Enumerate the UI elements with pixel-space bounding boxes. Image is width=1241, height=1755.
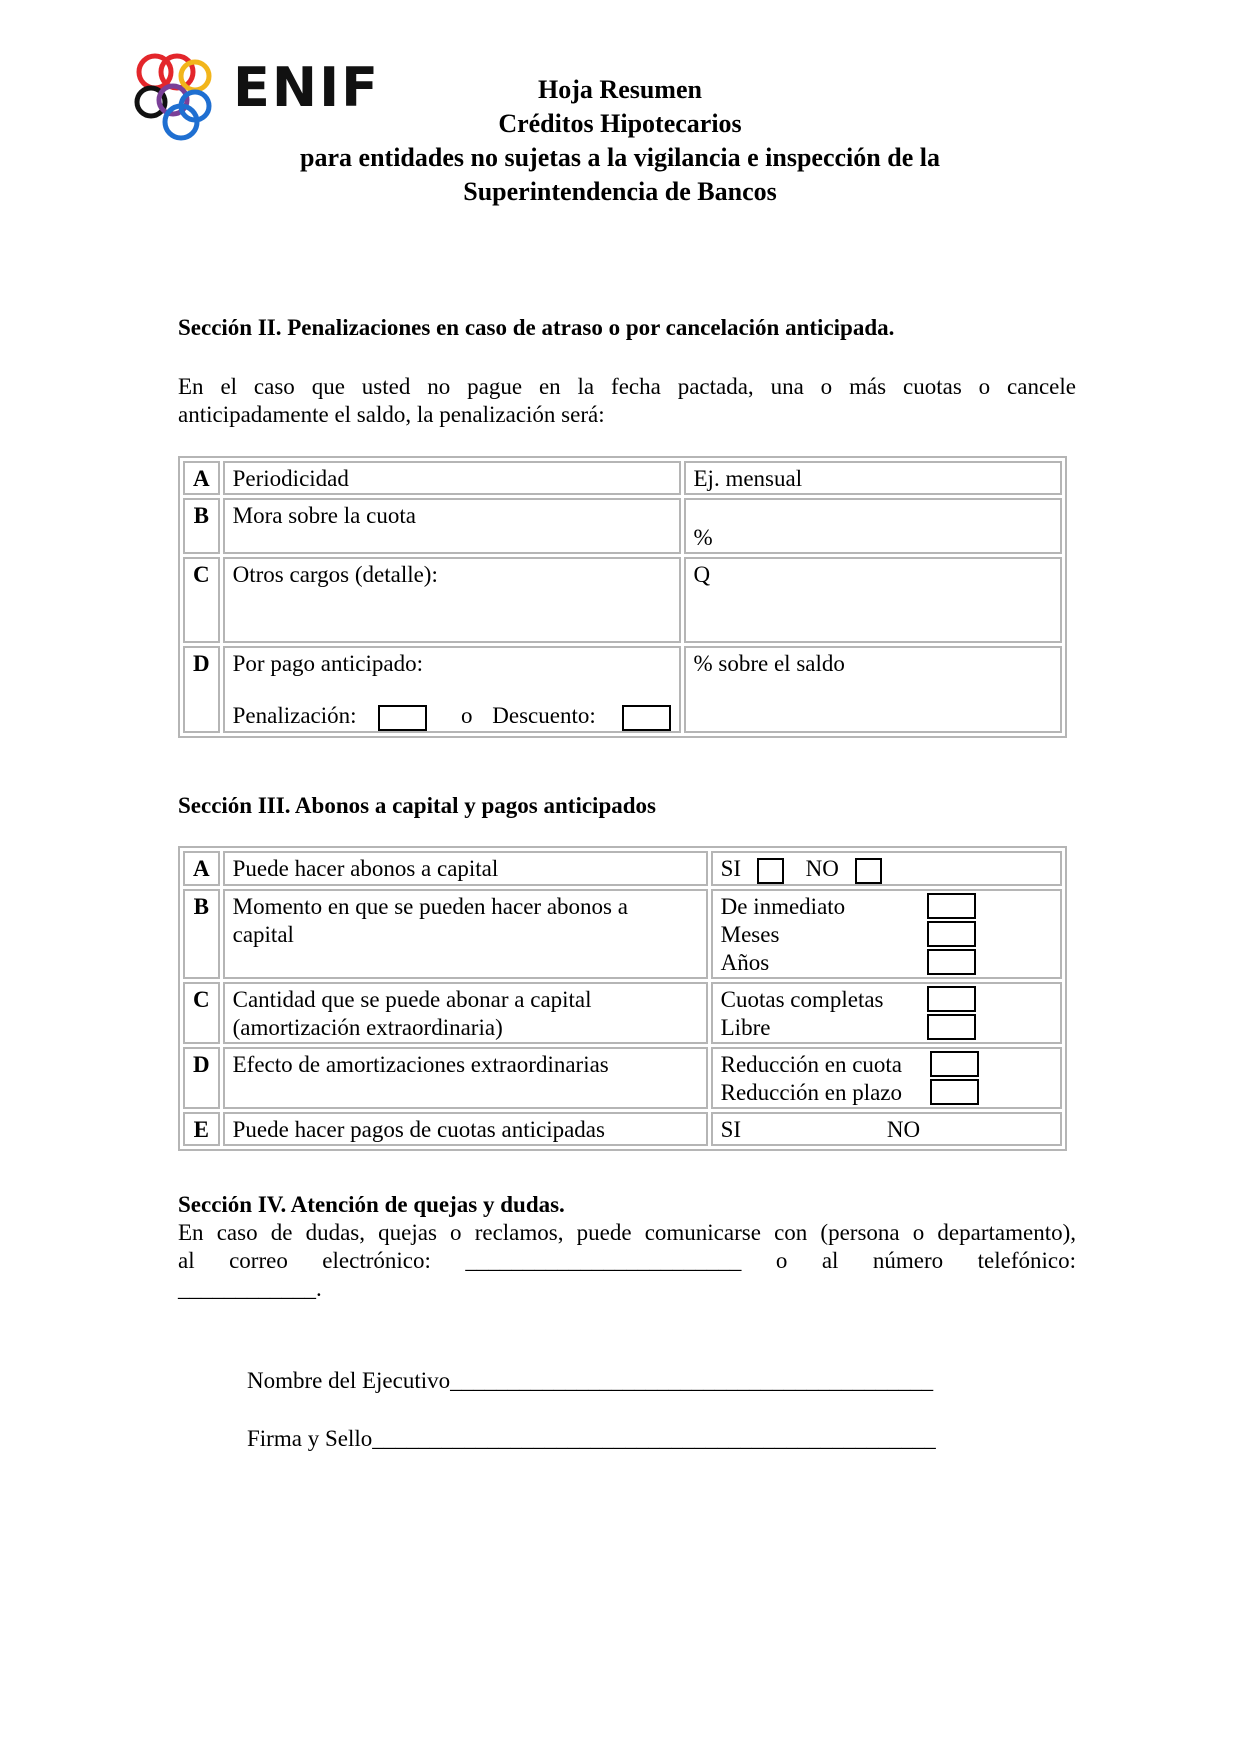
table-row [183,1047,1062,1109]
option-label: De inmediato [720,893,846,919]
table-row [183,851,1062,886]
no-label: NO [805,856,839,881]
row-label: Por pago anticipado: [232,651,423,676]
option-label: Años [720,949,770,975]
row-label-line-2: capital [232,921,294,947]
row-value[interactable]: Q [684,557,1063,643]
option-label: Libre [720,1014,771,1040]
section-4-line-1: En caso de dudas, quejas o reclamos, puede comunicarse con (persona o departamento), [178,1220,1076,1245]
option-label: Reducción en cuota [720,1051,902,1077]
row-letter: D [183,646,220,733]
section-4-body [178,1219,1076,1303]
option-label: Reducción en plazo [720,1079,902,1105]
row-letter: C [183,557,220,643]
row-letter: B [183,498,220,554]
capital-table [178,846,1067,1151]
table-row [183,498,1062,554]
row-label: Otros cargos (detalle): [223,557,681,643]
section-4-line-3[interactable]: ____________. [178,1276,322,1301]
row-label: Puede hacer abonos a capital [223,851,708,886]
table-row [183,461,1062,495]
option-row [721,986,1052,1014]
table-row [183,557,1062,643]
no-checkbox[interactable] [855,858,882,884]
penalizacion-checkbox[interactable] [378,705,427,731]
option-label: Cuotas completas [720,986,884,1012]
or-label: o [461,703,473,728]
reduccion-plazo-checkbox[interactable] [930,1079,979,1105]
penalizacion-label: Penalización: [232,703,357,728]
timing-options [711,889,1062,979]
section-2-intro-line-1: En el caso que usted no pague en la fecha pactada, una o más cuotas o cancele [178,374,1076,399]
option-row [721,1079,1052,1107]
logo-text: ENIF [233,56,381,119]
option-row [721,1014,1052,1042]
row-label: Periodicidad [223,461,681,495]
amount-options [711,982,1062,1044]
page-title [190,73,1050,209]
si-no-cell [711,1112,1062,1146]
row-label [223,889,708,979]
si-no-cell [711,851,1062,886]
signature-stamp-line[interactable]: Firma y Sello_________________________________________________ [247,1426,936,1451]
option-row [721,949,1052,977]
table-row [183,889,1062,979]
anos-checkbox[interactable] [927,949,976,975]
effect-options [711,1047,1062,1109]
si-label[interactable]: SI [720,1116,742,1142]
option-row [721,893,1052,921]
table-row [183,1112,1062,1146]
prepayment-cell [223,646,681,733]
meses-checkbox[interactable] [927,921,976,947]
row-label-line-1: Momento en que se pueden hacer abonos a [232,893,628,919]
si-checkbox[interactable] [757,858,784,884]
table-row [183,982,1062,1044]
row-value[interactable]: % [684,498,1063,554]
prepayment-options [233,702,671,731]
reduccion-cuota-checkbox[interactable] [930,1051,979,1077]
row-letter: A [183,461,220,495]
title-line-3: para entidades no sujetas a la vigilancia e inspección de la [300,143,940,172]
row-letter: A [183,851,220,886]
executive-name-line[interactable]: Nombre del Ejecutivo__________________________________________ [247,1368,934,1393]
title-line-1: Hoja Resumen [538,75,702,104]
option-row [721,1051,1052,1079]
row-label: Mora sobre la cuota [223,498,681,554]
section-4-line-2[interactable]: al correo electrónico: ________________________ o al número telefónico: [178,1248,1076,1273]
row-label: Puede hacer pagos de cuotas anticipadas [223,1112,708,1146]
penalty-table [178,456,1067,738]
row-letter: D [183,1047,220,1109]
title-line-2: Créditos Hipotecarios [498,109,742,138]
option-label: Meses [720,921,780,947]
table-row [183,646,1062,733]
section-3-title: Sección III. Abonos a capital y pagos anticipados [178,793,656,818]
row-letter: B [183,889,220,979]
section-4-title: Sección IV. Atención de quejas y dudas. [178,1192,565,1217]
row-value[interactable]: % sobre el saldo [684,646,1063,733]
section-2-intro-line-2: anticipadamente el saldo, la penalización será: [178,402,605,427]
no-label[interactable]: NO [886,1116,921,1142]
option-row [721,921,1052,949]
si-label: SI [720,856,742,881]
row-label: Efecto de amortizaciones extraordinarias [223,1047,708,1109]
descuento-checkbox[interactable] [622,705,671,731]
de-inmediato-checkbox[interactable] [927,893,976,919]
row-letter: E [183,1112,220,1146]
descuento-label: Descuento: [492,703,596,728]
row-label-line-1: Cantidad que se puede abonar a capital [232,986,592,1012]
section-2-title: Sección II. Penalizaciones en caso de atraso o por cancelación anticipada. [178,315,895,340]
row-label [223,982,708,1044]
row-letter: C [183,982,220,1044]
cuotas-completas-checkbox[interactable] [927,986,976,1012]
libre-checkbox[interactable] [927,1014,976,1040]
section-2-intro [178,373,1076,429]
title-line-4: Superintendencia de Bancos [463,177,777,206]
row-label-line-2: (amortización extraordinaria) [232,1014,503,1040]
row-value[interactable]: Ej. mensual [684,461,1063,495]
